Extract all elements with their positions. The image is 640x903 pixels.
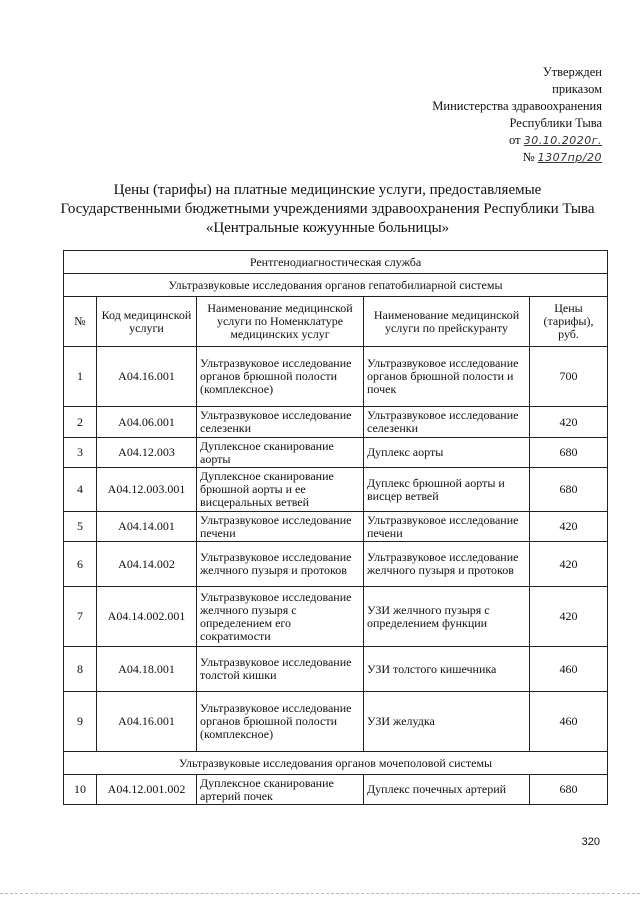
approval-number	[362, 149, 602, 166]
row-code: А04.16.001	[97, 692, 197, 752]
section-row	[64, 752, 608, 775]
service-name-row	[64, 251, 608, 274]
row-nomenclature: Ультразвуковое исследование желчного пузыря и протоков	[197, 542, 364, 587]
approval-line-ministry: Министерства здравоохранения	[432, 99, 602, 113]
row-nomenclature: Ультразвуковое исследование желчного пузыря с определением его сократимости	[197, 587, 364, 647]
scan-edge-divider	[0, 893, 640, 894]
table-row	[64, 647, 608, 692]
row-price: 680	[530, 775, 608, 805]
table-header-row	[64, 297, 608, 347]
section-title: Ультразвуковые исследования органов гепатобилиарной системы	[64, 274, 608, 297]
page-number: 320	[581, 836, 600, 848]
row-price-list: УЗИ желудка	[364, 692, 530, 752]
approval-line-approved: Утвержден	[542, 65, 602, 79]
row-price: 420	[530, 407, 608, 438]
approval-date	[362, 132, 602, 149]
table-row	[64, 468, 608, 512]
row-price: 700	[530, 347, 608, 407]
row-price: 460	[530, 647, 608, 692]
approval-date-prefix: от	[509, 133, 521, 147]
header-price: Цены (тарифы), руб.	[530, 297, 608, 347]
approval-date-handwritten: 30.10.2020г.	[523, 134, 602, 147]
row-num: 4	[64, 468, 97, 512]
approval-number-prefix: №	[522, 150, 535, 164]
row-price: 420	[530, 512, 608, 542]
header-nomenclature: Наименование медицинской услуги по Номенклатуре медицинских услуг	[197, 297, 364, 347]
row-nomenclature: Ультразвуковое исследование толстой кишки	[197, 647, 364, 692]
header-num: №	[64, 297, 97, 347]
row-price-list: Дуплекс брюшной аорты и висцер ветвей	[364, 468, 530, 512]
row-num: 7	[64, 587, 97, 647]
row-nomenclature: Ультразвуковое исследование органов брюшной полости (комплексное)	[197, 692, 364, 752]
approval-line-order: приказом	[552, 82, 602, 96]
row-num: 3	[64, 438, 97, 468]
header-price-list: Наименование медицинской услуги по прейскуранту	[364, 297, 530, 347]
table-row	[64, 512, 608, 542]
row-code: А04.12.001.002	[97, 775, 197, 805]
section-row	[64, 274, 608, 297]
section-title: Ультразвуковые исследования органов мочеполовой системы	[64, 752, 608, 775]
row-code: А04.12.003	[97, 438, 197, 468]
row-code: А04.12.003.001	[97, 468, 197, 512]
table-row	[64, 407, 608, 438]
row-nomenclature: Ультразвуковое исследование органов брюшной полости (комплексное)	[197, 347, 364, 407]
table-row	[64, 775, 608, 805]
row-num: 2	[64, 407, 97, 438]
row-price-list: УЗИ толстого кишечника	[364, 647, 530, 692]
row-num: 1	[64, 347, 97, 407]
approval-line-republic: Республики Тыва	[509, 116, 602, 130]
row-price-list: Ультразвуковое исследование органов брюшной полости и почек	[364, 347, 530, 407]
row-price-list: Ультразвуковое исследование желчного пузыря и протоков	[364, 542, 530, 587]
row-code: А04.18.001	[97, 647, 197, 692]
row-code: А04.14.002	[97, 542, 197, 587]
table-row	[64, 587, 608, 647]
table-row	[64, 438, 608, 468]
row-price-list: УЗИ желчного пузыря с определением функции	[364, 587, 530, 647]
row-nomenclature: Ультразвуковое исследование селезенки	[197, 407, 364, 438]
row-code: А04.06.001	[97, 407, 197, 438]
row-code: А04.14.001	[97, 512, 197, 542]
row-price: 460	[530, 692, 608, 752]
service-name: Рентгенодиагностическая служба	[64, 251, 608, 274]
row-price: 420	[530, 587, 608, 647]
row-price-list: Дуплекс почечных артерий	[364, 775, 530, 805]
row-code: А04.14.002.001	[97, 587, 197, 647]
row-num: 9	[64, 692, 97, 752]
row-nomenclature: Ультразвуковое исследование печени	[197, 512, 364, 542]
row-price-list: Ультразвуковое исследование печени	[364, 512, 530, 542]
document-title: Цены (тарифы) на платные медицинские услуги, предоставляемые Государственными бюджетными учреждениями здравоохранения Республики Тыва «Центральные кожуунные больницы»	[60, 182, 595, 236]
row-num: 10	[64, 775, 97, 805]
row-nomenclature: Дуплексное сканирование брюшной аорты и ее висцеральных ветвей	[197, 468, 364, 512]
tariff-table	[63, 250, 608, 805]
row-code: А04.16.001	[97, 347, 197, 407]
table-row	[64, 347, 608, 407]
row-num: 6	[64, 542, 97, 587]
header-code: Код медицинской услуги	[97, 297, 197, 347]
row-price: 680	[530, 468, 608, 512]
row-price-list: Дуплекс аорты	[364, 438, 530, 468]
row-price-list: Ультразвуковое исследование селезенки	[364, 407, 530, 438]
table-row	[64, 542, 608, 587]
row-price: 420	[530, 542, 608, 587]
row-num: 8	[64, 647, 97, 692]
approval-block	[362, 64, 602, 166]
approval-number-handwritten: 1307пр/20	[537, 151, 602, 164]
row-price: 680	[530, 438, 608, 468]
table-row	[64, 692, 608, 752]
row-nomenclature: Дуплексное сканирование артерий почек	[197, 775, 364, 805]
row-nomenclature: Дуплексное сканирование аорты	[197, 438, 364, 468]
row-num: 5	[64, 512, 97, 542]
